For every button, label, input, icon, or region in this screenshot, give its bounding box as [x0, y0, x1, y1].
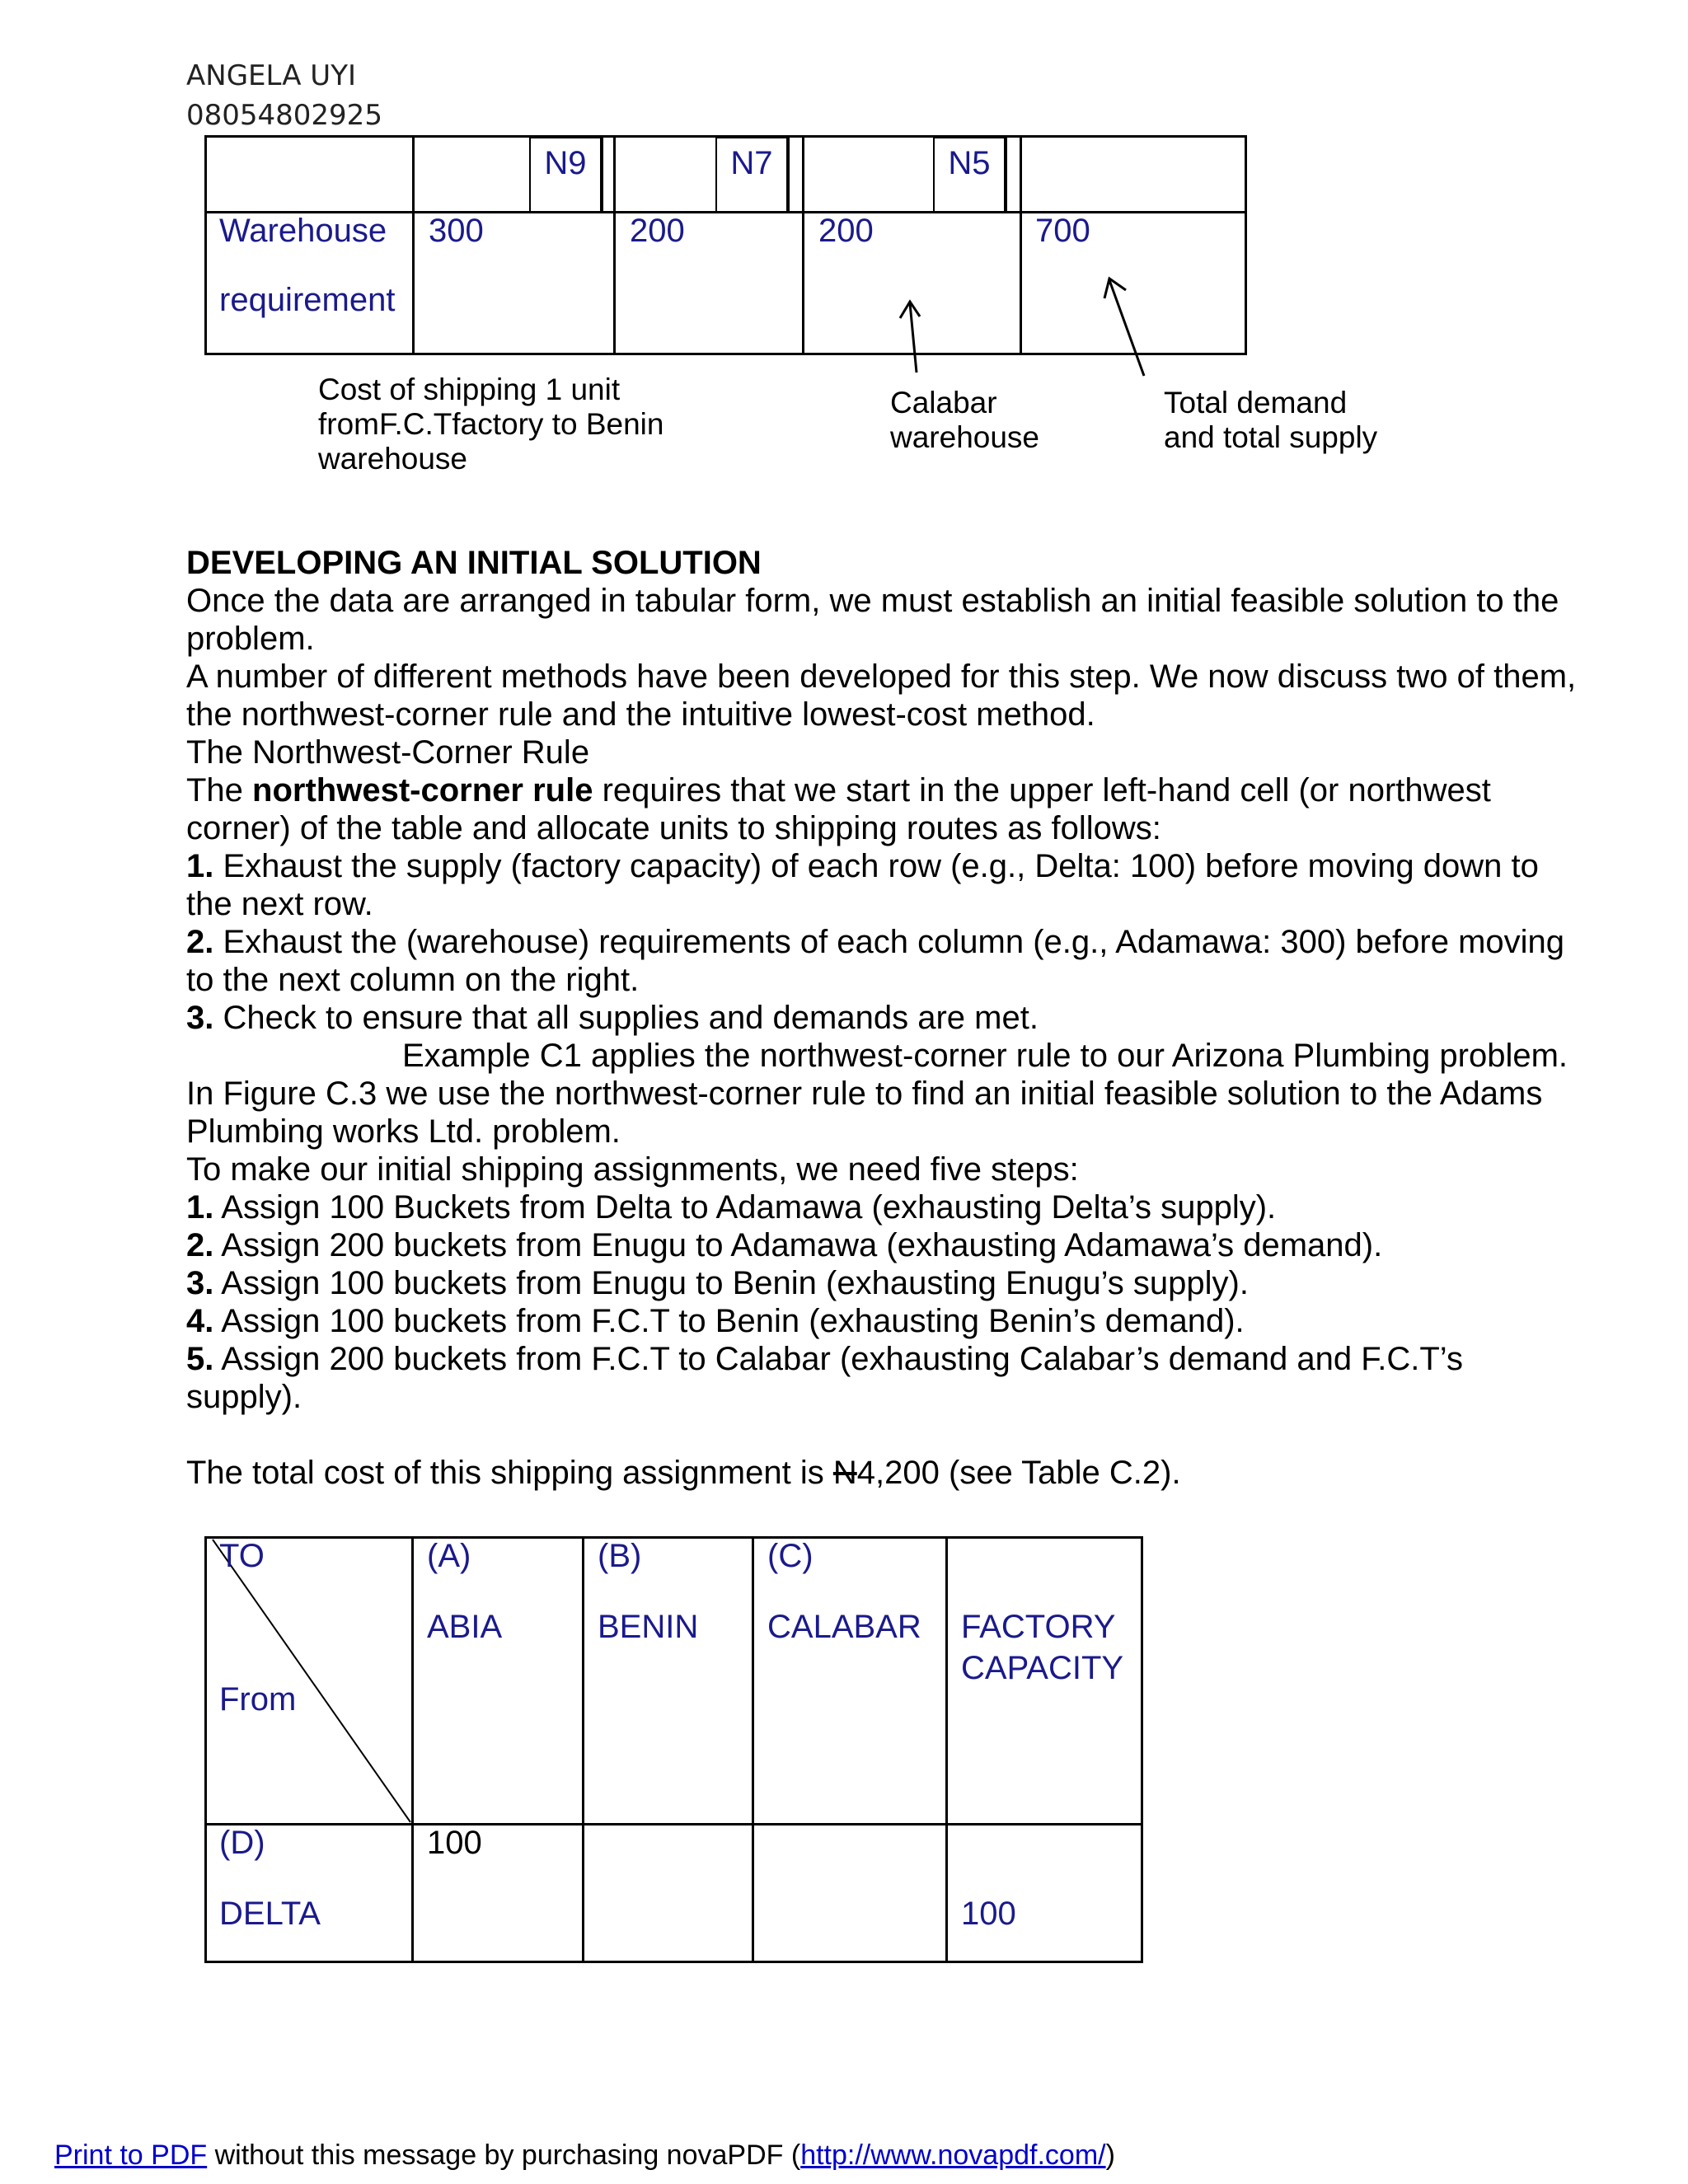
item-number: 5.	[186, 1341, 214, 1377]
author-phone: 08054802925	[186, 99, 382, 132]
table-header-cell	[582, 1536, 754, 1825]
arrow-total	[1109, 280, 1144, 376]
item-number: 1.	[186, 848, 214, 884]
subheading: The Northwest-Corner Rule	[186, 734, 590, 771]
capacity-header-line2: CAPACITY	[961, 1650, 1124, 1686]
item-number: 3.	[186, 1265, 214, 1301]
author-name: ANGELA UYI	[186, 59, 356, 92]
item-number: 4.	[186, 1303, 214, 1339]
example-line: Example C1 applies the northwest-corner rule to our Arizona Plumbing problem.	[402, 1038, 1568, 1074]
step-item	[186, 1226, 1587, 1264]
allocation-delta-abia: 100	[427, 1825, 482, 1861]
total-cost-line	[186, 1454, 1587, 1492]
paragraph: In Figure C.3 we use the northwest-corner rule to find an initial feasible solution to the Adams Plumbing works Ltd. problem.	[186, 1076, 1543, 1150]
text: requires that we start in the upper left-hand cell (or northwest corner) of the table and allocate units to shipping routes as follows:	[186, 772, 1491, 846]
text: Assign 100 buckets from Enugu to Benin (exhausting Enugu’s supply).	[213, 1265, 1249, 1301]
text: The	[186, 772, 253, 808]
col-c-code: (C)	[767, 1538, 814, 1574]
row-d-code: (D)	[219, 1825, 265, 1861]
row-label-requirement: requirement	[219, 282, 396, 318]
cost-note	[318, 373, 663, 476]
row-d-name: DELTA	[219, 1896, 321, 1932]
text: Assign 100 buckets from F.C.T to Benin (exhausting Benin’s demand).	[213, 1303, 1245, 1339]
bold-term: northwest-corner rule	[252, 772, 593, 808]
arrow-calabar	[910, 303, 917, 373]
footer-text: without this message by purchasing novaPDF (	[207, 2139, 801, 2171]
step-item	[186, 1302, 1587, 1340]
annotation-arrows	[0, 0, 1688, 511]
item-number: 1.	[186, 1189, 214, 1226]
text: Exhaust the (warehouse) requirements of each column (e.g., Adamawa: 300) before moving to the next column on the right.	[186, 924, 1565, 998]
novapdf-link[interactable]: http://www.novapdf.com/	[800, 2139, 1106, 2171]
calabar-note	[890, 386, 1039, 455]
text: 4,200 (see Table C.2).	[856, 1455, 1181, 1491]
step-item	[186, 1340, 1587, 1416]
cost-box-calabar: N7	[715, 137, 788, 213]
delta-capacity: 100	[961, 1896, 1016, 1932]
requirement-value: 700	[1035, 213, 1090, 249]
capacity-header-line1: FACTORY	[961, 1609, 1116, 1645]
table-header-cell	[752, 1536, 948, 1825]
cost-note-line: Cost of shipping 1 unit	[318, 373, 621, 406]
calabar-note-line: warehouse	[890, 420, 1040, 454]
row-label-warehouse: Warehouse	[219, 213, 387, 249]
body-content	[186, 544, 1587, 1492]
calabar-note-line: Calabar	[890, 386, 997, 419]
spacer	[186, 1416, 1587, 1454]
item-number: 2.	[186, 924, 214, 960]
col-a-code: (A)	[427, 1538, 471, 1574]
cost-note-line: warehouse	[318, 442, 468, 476]
naira-symbol: N	[832, 1455, 857, 1491]
step-item	[186, 1188, 1587, 1226]
total-note-line: and total supply	[1164, 420, 1378, 454]
paragraph: To make our initial shipping assignments, we need five steps:	[186, 1151, 1079, 1188]
col-c-name: CALABAR	[767, 1609, 921, 1645]
cost-box-benin: N9	[529, 137, 602, 213]
rule-item	[186, 999, 1587, 1037]
to-label: TO	[219, 1538, 265, 1574]
table-cell	[582, 1823, 754, 1963]
item-number: 3.	[186, 1000, 214, 1036]
requirement-value: 200	[630, 213, 685, 249]
rule-item	[186, 923, 1587, 999]
rule-item	[186, 847, 1587, 923]
print-to-pdf-link[interactable]: Print to PDF	[54, 2139, 208, 2171]
total-note	[1164, 386, 1377, 455]
paragraph: A number of different methods have been developed for this step. We now discuss two of them, the northwest-corner rule and the intuitive lowest-cost method.	[186, 658, 1577, 733]
footer-message	[54, 2139, 1115, 2172]
requirement-value: 200	[818, 213, 874, 249]
text: The total cost of this shipping assignment is	[186, 1455, 833, 1491]
table-cell	[752, 1823, 948, 1963]
text: Exhaust the supply (factory capacity) of each row (e.g., Delta: 100) before moving down to the next row.	[186, 848, 1539, 922]
requirement-value: 300	[429, 213, 484, 249]
section-heading: DEVELOPING AN INITIAL SOLUTION	[186, 545, 762, 581]
text: Assign 100 Buckets from Delta to Adamawa (exhausting Delta’s supply).	[213, 1189, 1277, 1226]
table-header-cell	[411, 1536, 584, 1825]
footer-text: )	[1105, 2139, 1115, 2171]
paragraph	[186, 771, 1587, 847]
table-cell	[945, 1823, 1143, 1963]
from-label: From	[219, 1681, 297, 1718]
col-b-code: (B)	[598, 1538, 642, 1574]
col-a-name: ABIA	[427, 1609, 503, 1645]
cost-note-line: fromF.C.Tfactory to Benin	[318, 407, 664, 441]
text: Check to ensure that all supplies and demands are met.	[213, 1000, 1039, 1036]
step-item	[186, 1264, 1587, 1302]
total-note-line: Total demand	[1164, 386, 1348, 419]
col-b-name: BENIN	[598, 1609, 699, 1645]
cost-box-total: N5	[933, 137, 1006, 213]
item-number: 2.	[186, 1227, 214, 1263]
paragraph: Once the data are arranged in tabular form, we must establish an initial feasible solution to the problem.	[186, 583, 1559, 657]
text: Assign 200 buckets from Enugu to Adamawa (exhausting Adamawa’s demand).	[213, 1227, 1383, 1263]
text: Assign 200 buckets from F.C.T to Calabar (exhausting Calabar’s demand and F.C.T’s supply).	[186, 1341, 1463, 1415]
